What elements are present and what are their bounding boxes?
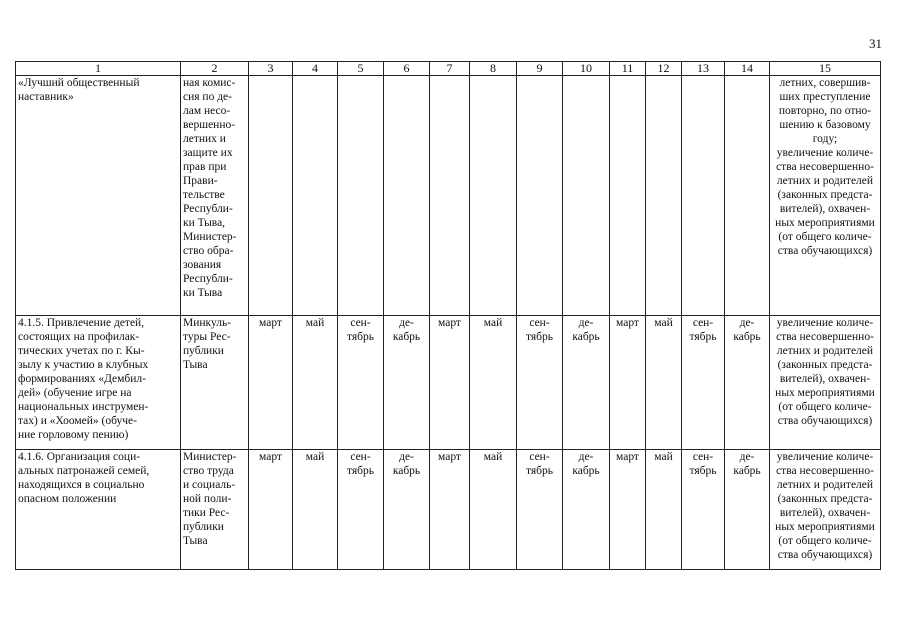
header-cell: 1 [16, 62, 181, 76]
header-row [16, 62, 881, 76]
month-cell [725, 76, 770, 316]
measure-cell: 4.1.6. Организация соци- альных патронажей семей, находящихся в социально опасном положении [16, 450, 181, 570]
month-cell [470, 76, 517, 316]
month-cell: май [470, 316, 517, 450]
month-cell: май [470, 450, 517, 570]
month-cell: март [249, 316, 293, 450]
month-cell: март [610, 316, 646, 450]
table-row [16, 76, 881, 316]
month-cell: май [293, 450, 338, 570]
month-cell [517, 76, 563, 316]
indicator-cell: летних, совершив- ших преступление повторно, по отно- шению к базовому году; увеличение количе- ства несовершенно- летних и родителей (законных предста- вителей), охвачен- ных мероприятиями (от общего количе- ства обучающихся) [770, 76, 881, 316]
month-cell: март [249, 450, 293, 570]
measure-cell: «Лучший общественный наставник» [16, 76, 181, 316]
executor-cell: Министер- ство труда и социаль- ной поли- тики Рес- публики Тыва [181, 450, 249, 570]
month-cell [384, 76, 430, 316]
month-cell: май [293, 316, 338, 450]
header-cell: 8 [470, 62, 517, 76]
plan-table [15, 61, 881, 570]
month-cell [293, 76, 338, 316]
month-cell: май [646, 316, 682, 450]
month-cell: сен- тябрь [517, 316, 563, 450]
header-cell: 2 [181, 62, 249, 76]
header-cell: 11 [610, 62, 646, 76]
month-cell: де- кабрь [384, 316, 430, 450]
header-cell: 14 [725, 62, 770, 76]
header-cell: 3 [249, 62, 293, 76]
month-cell: сен- тябрь [517, 450, 563, 570]
month-cell: сен- тябрь [338, 450, 384, 570]
month-cell [563, 76, 610, 316]
table-row [16, 450, 881, 570]
header-cell: 5 [338, 62, 384, 76]
executor-cell: Минкуль- туры Рес- публики Тыва [181, 316, 249, 450]
month-cell [682, 76, 725, 316]
month-cell: де- кабрь [563, 450, 610, 570]
month-cell: сен- тябрь [682, 450, 725, 570]
month-cell [610, 76, 646, 316]
month-cell: де- кабрь [725, 450, 770, 570]
month-cell: март [610, 450, 646, 570]
executor-cell: ная комис- сия по де- лам несо- вершенно- летних и защите их прав при Прави- тельстве Республи- ки Тыва, Министер- ство обра- зования Республи- ки Тыва [181, 76, 249, 316]
month-cell: март [430, 450, 470, 570]
month-cell: сен- тябрь [682, 316, 725, 450]
header-cell: 7 [430, 62, 470, 76]
month-cell: де- кабрь [725, 316, 770, 450]
header-cell: 13 [682, 62, 725, 76]
header-cell: 6 [384, 62, 430, 76]
month-cell: де- кабрь [384, 450, 430, 570]
page-number: 31 [869, 36, 882, 51]
month-cell: де- кабрь [563, 316, 610, 450]
header-cell: 9 [517, 62, 563, 76]
header-cell: 10 [563, 62, 610, 76]
header-cell: 15 [770, 62, 881, 76]
month-cell: март [430, 316, 470, 450]
header-cell: 4 [293, 62, 338, 76]
indicator-cell: увеличение количе- ства несовершенно- летних и родителей (законных предста- вителей), охвачен- ных мероприятиями (от общего количе- ства обучающихся) [770, 316, 881, 450]
month-cell [646, 76, 682, 316]
month-cell: сен- тябрь [338, 316, 384, 450]
measure-cell: 4.1.5. Привлечение детей, состоящих на профилак- тических учетах по г. Кы- зылу к участию в клубных формированиях «Дембил- дей» (обучение игре на национальных инструмен- тах) и «Хоомей» (обуче- ние горловому пению) [16, 316, 181, 450]
month-cell [338, 76, 384, 316]
month-cell [430, 76, 470, 316]
month-cell [249, 76, 293, 316]
month-cell: май [646, 450, 682, 570]
table-row [16, 316, 881, 450]
header-cell: 12 [646, 62, 682, 76]
indicator-cell: увеличение количе- ства несовершенно- летних и родителей (законных предста- вителей), охвачен- ных мероприятиями (от общего количе- ства обучающихся) [770, 450, 881, 570]
